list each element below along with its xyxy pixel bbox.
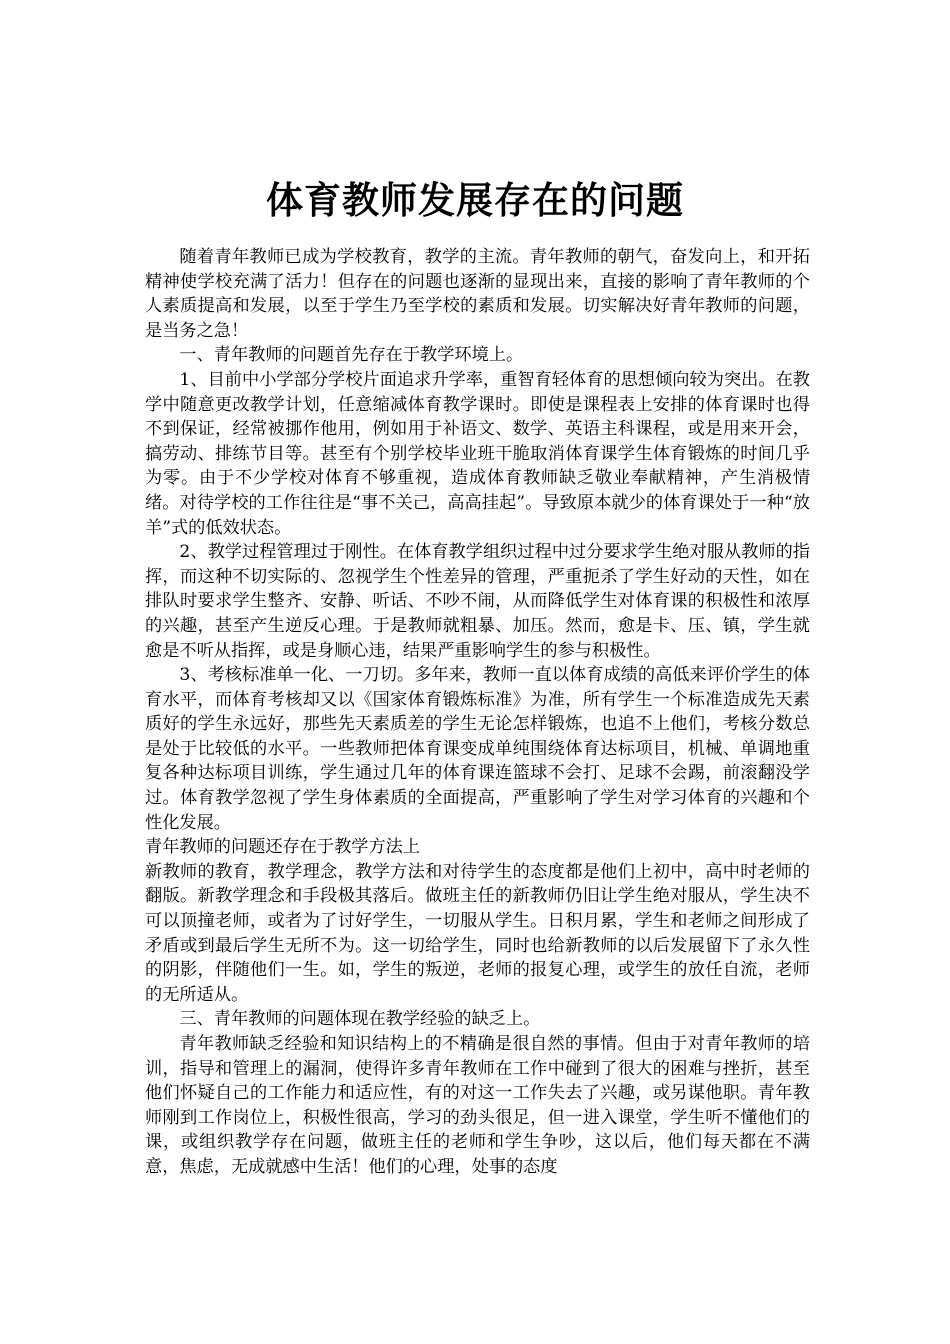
paragraph-point-2: 2、教学过程管理过于刚性。在体育教学组织过程中过分要求学生绝对服从教师的指挥，而这种不切实际的、忽视学生个性差异的管理，严重扼杀了学生好动的天性，如在排队时要求学生整齐、安静、听话、不吵不闹，从而降低学生对体育课的积极性和浓厚的兴趣，甚至产生逆反心理。于是教师就粗暴、加压。然而，愈是卡、压、镇，学生就愈是不听从指挥，或是身顺心违，结果严重影响学生的参与积极性。 (145, 542, 810, 661)
paragraph-experience: 青年教师缺乏经验和知识结构上的不精确是很自然的事情。但由于对青年教师的培训，指导和管理上的漏洞，使得许多青年教师在工作中碰到了很大的困难与挫折，甚至他们怀疑自己的工作能力和适应性，有的对这一工作失去了兴趣，或另谋他职。青年教师刚到工作岗位上，积极性很高，学习的劲头很足，但一进入课堂，学生听不懂他们的课，或组织教学存在问题，做班主任的老师和学生争吵，这以后，他们每天都在不满意，焦虑，无成就感中生活！他们的心理，处事的态度 (145, 1034, 810, 1177)
document-title: 体育教师发展存在的问题 (266, 178, 684, 222)
section-heading-2: 青年教师的问题还存在于教学方法上 (145, 837, 421, 858)
paragraph-teaching-method: 新教师的教育，教学理念，教学方法和对待学生的态度都是他们上初中，高中时老师的翻版。新教学理念和手段极其落后。做班主任的新教师仍旧让学生绝对服从，学生决不可以顶撞老师，或者为了讨好学生，一切服从学生。日积月累，学生和老师之间形成了矛盾或到最后学生无所不为。这一切给学生，同时也给新教师的以后发展留下了永久性的阴影，伴随他们一生。如，学生的叛逆，老师的报复心理，或学生的放任自流，老师的无所适从。 (145, 861, 810, 1005)
paragraph-point-1: 1、目前中小学部分学校片面追求升学率，重智育轻体育的思想倾向较为突出。在教学中随意更改教学计划，任意缩减体育教学课时。即使是课程表上安排的体育课时也得不到保证，经常被挪作他用，例如用于补语文、数学、英语主科课程，或是用来开会，搞劳动、排练节目等。甚至有个别学校毕业班干脆取消体育课学生体育锻炼的时间几乎为零。由于不少学校对体育不够重视，造成体育教师缺乏敬业奉献精神，产生消极情绪。对待学校的工作往往是“事不关己，高高挂起”。导致原本就少的体育课处于一种“放羊”式的低效状态。 (145, 369, 810, 538)
paragraph-intro: 随着青年教师已成为学校教育，教学的主流。青年教师的朝气，奋发向上，和开拓精神使学校充满了活力！但存在的问题也逐渐的显现出来，直接的影响了青年教师的个人素质提高和发展，以至于学生乃至学校的素质和发展。切实解决好青年教师的问题，是当务之急！ (145, 247, 810, 341)
section-heading-3: 三、青年教师的问题体现在教学经验的缺乏上。 (179, 1009, 541, 1030)
paragraph-point-3: 3、考核标准单一化、一刀切。多年来，教师一直以体育成绩的高低来评价学生的体育水平，而体育考核却又以《国家体育锻炼标准》为准，所有学生一个标准造成先天素质好的学生永远好，那些先天素质差的学生无论怎样锻炼，也追不上他们，考核分数总是处于比较低的水平。一些教师把体育课变成单纯围绕体育达标项目，机械、单调地重复各种达标项目训练，学生通过几年的体育课连篮球不会打、足球不会踢，前滚翻没学过。体育教学忽视了学生身体素质的全面提高，严重影响了学生对学习体育的兴趣和个性化发展。 (145, 665, 810, 833)
section-heading-1: 一、青年教师的问题首先存在于教学环境上。 (179, 345, 524, 366)
document-body (145, 245, 810, 1180)
